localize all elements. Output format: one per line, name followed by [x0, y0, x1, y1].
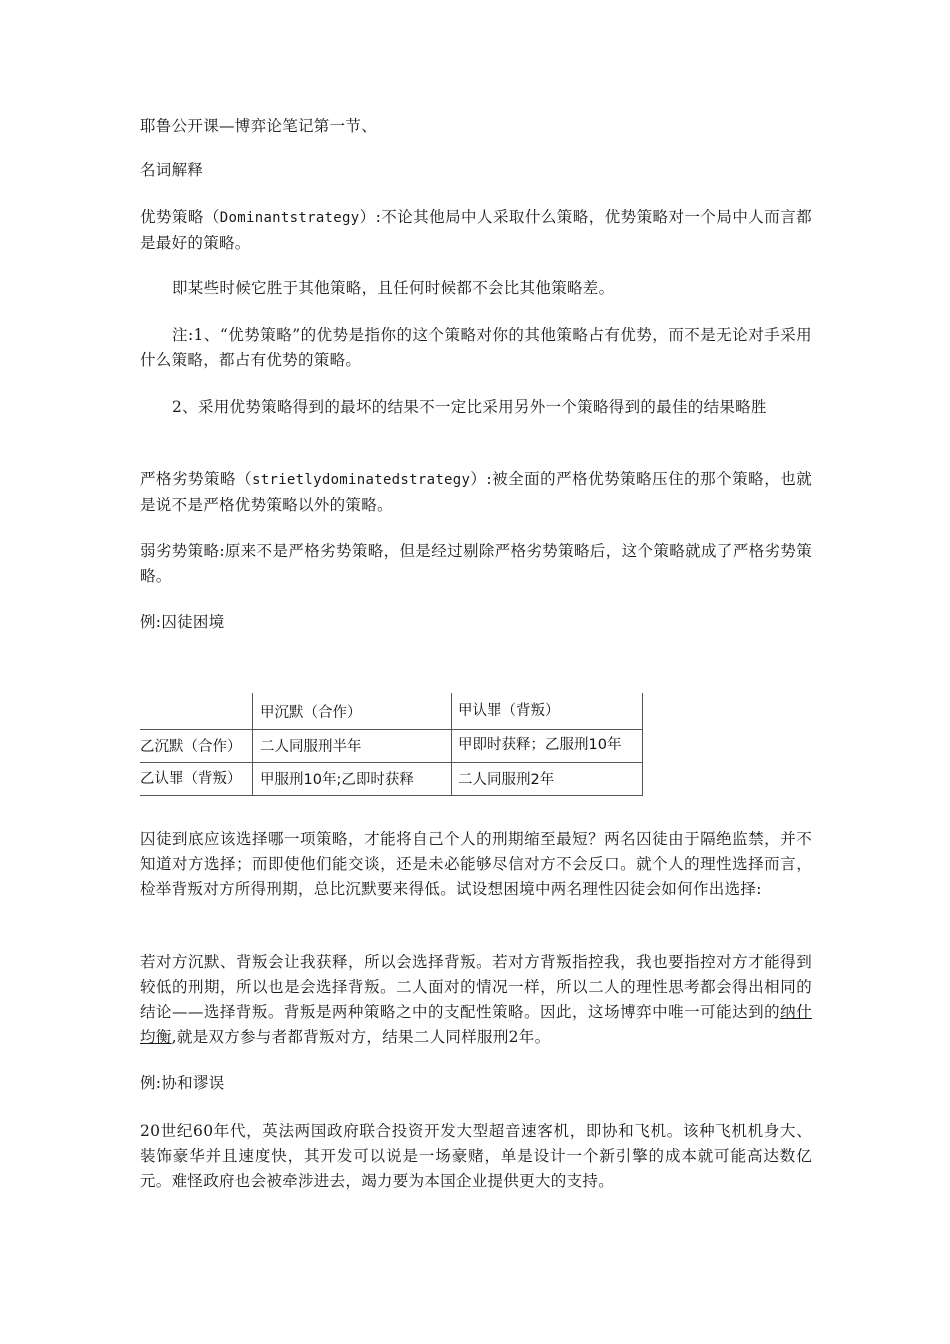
cell-both-confess: 二人同服刑2年: [458, 772, 555, 788]
example-concorde-fallacy: 例:协和谬误: [140, 1074, 225, 1092]
table-hline-3: [140, 795, 643, 796]
row-label-confess: 乙认罪（背叛）: [140, 771, 242, 787]
table-hline-2: [140, 762, 643, 763]
example-prisoners-dilemma: 例:囚徒困境: [140, 613, 225, 631]
row-label-silent: 乙沉默（合作）: [140, 739, 242, 755]
cell-both-silent: 二人同服刑半年: [260, 739, 362, 755]
col-header-silent: 甲沉默（合作）: [260, 705, 362, 721]
paragraph-note-2: 2、采用优势策略得到的最坏的结果不一定比采用另外一个策略得到的最佳的结果略胜: [172, 398, 767, 416]
paragraph-note-1: 注:1、“优势策略”的优势是指你的这个策略对你的其他策略占有优势，而不是无论对手采用什么策略，都占有优势的策略。: [140, 326, 812, 369]
payoff-table: [140, 693, 643, 796]
strict-prefix: 严格劣势策略（: [140, 470, 253, 488]
col-header-confess: 甲认罪（背叛）: [458, 703, 560, 719]
strict-suffix: ）:被全面的严格优势策略压住的那个策略，也就是说不是严格优势策略以外的策略。: [140, 470, 812, 514]
paragraph-prisoner-reasoning: [140, 950, 812, 1050]
dominant-suffix: ）:不论其他局中人采取什么策略，优势策略对一个局中人而言都是最好的策略。: [140, 208, 812, 252]
dominant-term: Dominantstrategy: [219, 210, 360, 226]
reasoning-after: ,就是双方参与者都背叛对方，结果二人同样服刑2年。: [171, 1028, 551, 1046]
table-hline-1: [140, 729, 643, 730]
reasoning-before: 若对方沉默、背叛会让我获释，所以会选择背叛。若对方背叛指控我，我也要指控对方才能得到较低的刑期，所以也是会选择背叛。二人面对的情况一样，所以二人的理性思考都会得出相同的结论——选择背叛。背叛是两种策略之中的支配性策略。因此，这场博弈中唯一可能达到的: [140, 953, 812, 1021]
strict-term: strietlydominatedstrategy: [252, 472, 471, 488]
nash-equilibrium-link[interactable]: 纳什均衡: [140, 1003, 812, 1046]
paragraph-dominant-strategy: [140, 205, 812, 256]
document-title: 耶鲁公开课—博弈论笔记第一节、: [140, 117, 378, 135]
dominant-prefix: 优势策略（: [140, 208, 220, 226]
cell-a-confess-b-silent: 甲即时获释；乙服刑10年: [458, 737, 622, 753]
paragraph-concorde: 20世纪60年代，英法两国政府联合投资开发大型超音速客机，即协和飞机。该种飞机机身大、装饰豪华并且速度快，其开发可以说是一场豪赌，单是设计一个新引擎的成本就可能高达数亿元。难怪政府也会被牵涉进去，竭力要为本国企业提供更大的支持。: [140, 1122, 812, 1190]
cell-a-silent-b-confess: 甲服刑10年;乙即时获释: [260, 772, 414, 788]
table-vline-3: [642, 693, 643, 796]
section-heading: 名词解释: [140, 161, 204, 179]
table-vline-1: [252, 693, 253, 796]
paragraph-prisoner-analysis: 囚徒到底应该选择哪一项策略，才能将自己个人的刑期缩至最短？两名囚徒由于隔绝监禁，并不知道对方选择；而即使他们能交谈，还是未必能够尽信对方不会反口。就个人的理性选择而言，检举背叛对方所得刑期，总比沉默要来得低。试设想困境中两名理性囚徒会如何作出选择:: [140, 830, 812, 898]
table-vline-2: [451, 693, 452, 796]
paragraph-strict-dominated: [140, 467, 812, 518]
paragraph-dominant-explain: 即某些时候它胜于其他策略，且任何时候都不会比其他策略差。: [172, 279, 615, 297]
paragraph-weak-dominated: 弱劣势策略:原来不是严格劣势策略，但是经过剔除严格劣势策略后，这个策略就成了严格劣势策略。: [140, 542, 812, 585]
